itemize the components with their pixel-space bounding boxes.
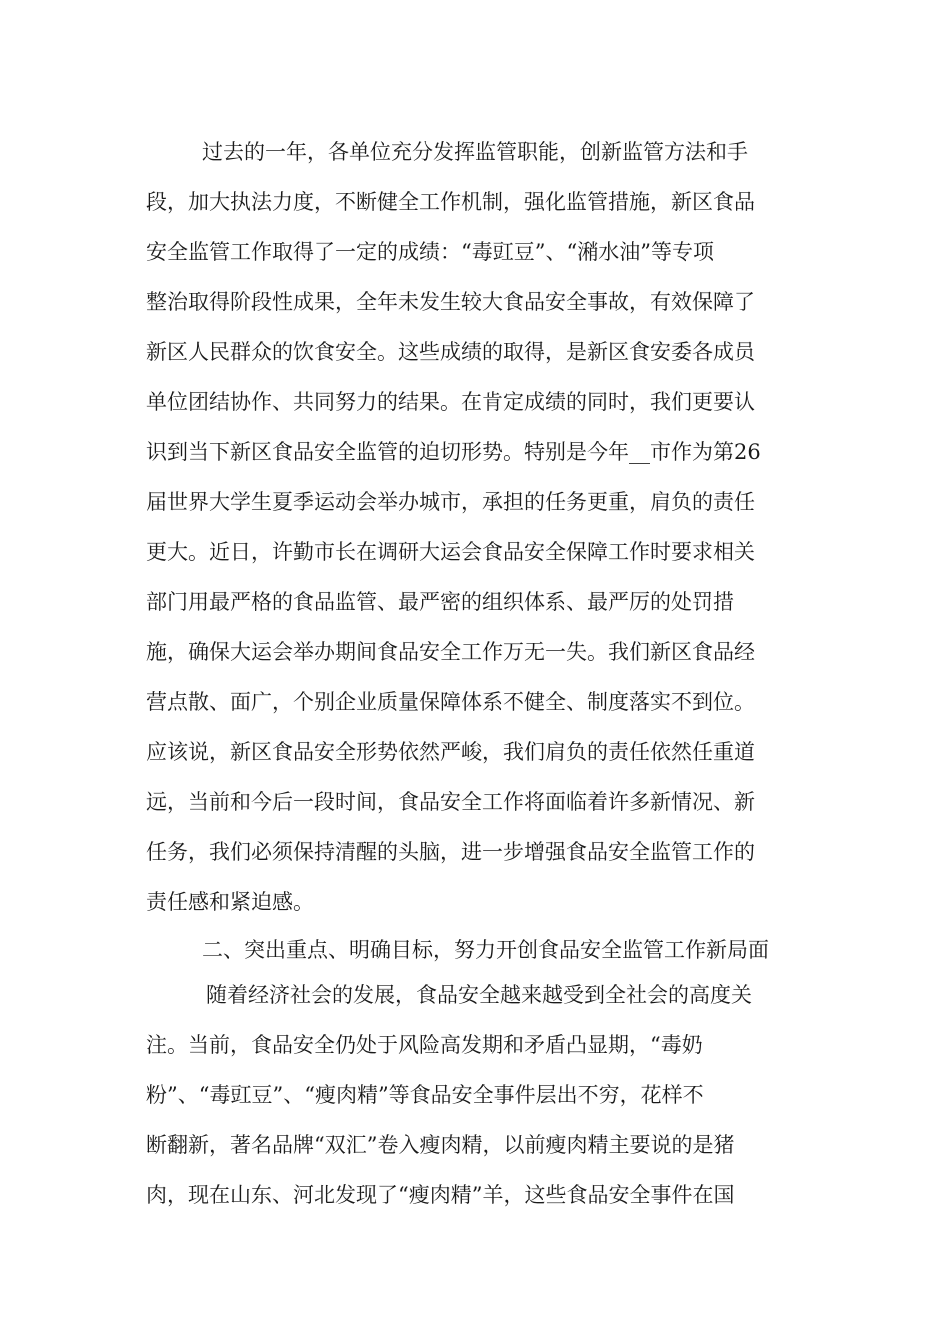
paragraph-line: 段，加大执法力度，不断健全工作机制，强化监管措施，新区食品	[146, 190, 755, 214]
paragraph-line: 随着经济社会的发展，食品安全越来越受到全社会的高度关	[206, 983, 752, 1007]
paragraph-1	[146, 127, 806, 927]
paragraph-line: 肉，现在山东、河北发现了“瘦肉精”羊，这些食品安全事件在国	[146, 1183, 735, 1207]
paragraph-line: 远，当前和今后一段时间，食品安全工作将面临着许多新情况、新	[146, 790, 755, 814]
section-heading: 二、突出重点、明确目标，努力开创食品安全监管工作新局面	[202, 938, 769, 962]
paragraph-line: 施，确保大运会举办期间食品安全工作万无一失。我们新区食品经	[146, 640, 755, 664]
paragraph-line: 部门用最严格的食品监管、最严密的组织体系、最严厉的处罚措	[146, 590, 734, 614]
paragraph-2	[146, 970, 806, 1220]
paragraph-line: 届世界大学生夏季运动会举办城市，承担的任务更重，肩负的责任	[146, 490, 755, 514]
paragraph-line: 整治取得阶段性成果，全年未发生较大食品安全事故，有效保障了	[146, 290, 755, 314]
paragraph-line: 安全监管工作取得了一定的成绩：“毒豇豆”、“潲水油”等专项	[146, 240, 714, 264]
paragraph-line: 责任感和紧迫感。	[146, 890, 314, 914]
paragraph-line: 粉”、“毒豇豆”、“瘦肉精”等食品安全事件层出不穷，花样不	[146, 1083, 704, 1107]
paragraph-line: 过去的一年，各单位充分发挥监管职能，创新监管方法和手	[202, 140, 748, 164]
paragraph-line: 任务，我们必须保持清醒的头脑，进一步增强食品安全监管工作的	[146, 840, 755, 864]
paragraph-line: 单位团结协作、共同努力的结果。在肯定成绩的同时，我们更要认	[146, 390, 755, 414]
paragraph-line: 更大。近日，许勤市长在调研大运会食品安全保障工作时要求相关	[146, 540, 755, 564]
paragraph-line: 营点散、面广，个别企业质量保障体系不健全、制度落实不到位。	[146, 690, 755, 714]
paragraph-line: 新区人民群众的饮食安全。这些成绩的取得，是新区食安委各成员	[146, 340, 755, 364]
paragraph-line: 识到当下新区食品安全监管的迫切形势。特别是今年__市作为第26	[146, 440, 761, 464]
paragraph-line: 断翻新，著名品牌“双汇”卷入瘦肉精，以前瘦肉精主要说的是猪	[146, 1133, 735, 1157]
paragraph-line: 注。当前，食品安全仍处于风险高发期和矛盾凸显期，“毒奶	[146, 1033, 703, 1057]
paragraph-line: 应该说，新区食品安全形势依然严峻，我们肩负的责任依然任重道	[146, 740, 755, 764]
